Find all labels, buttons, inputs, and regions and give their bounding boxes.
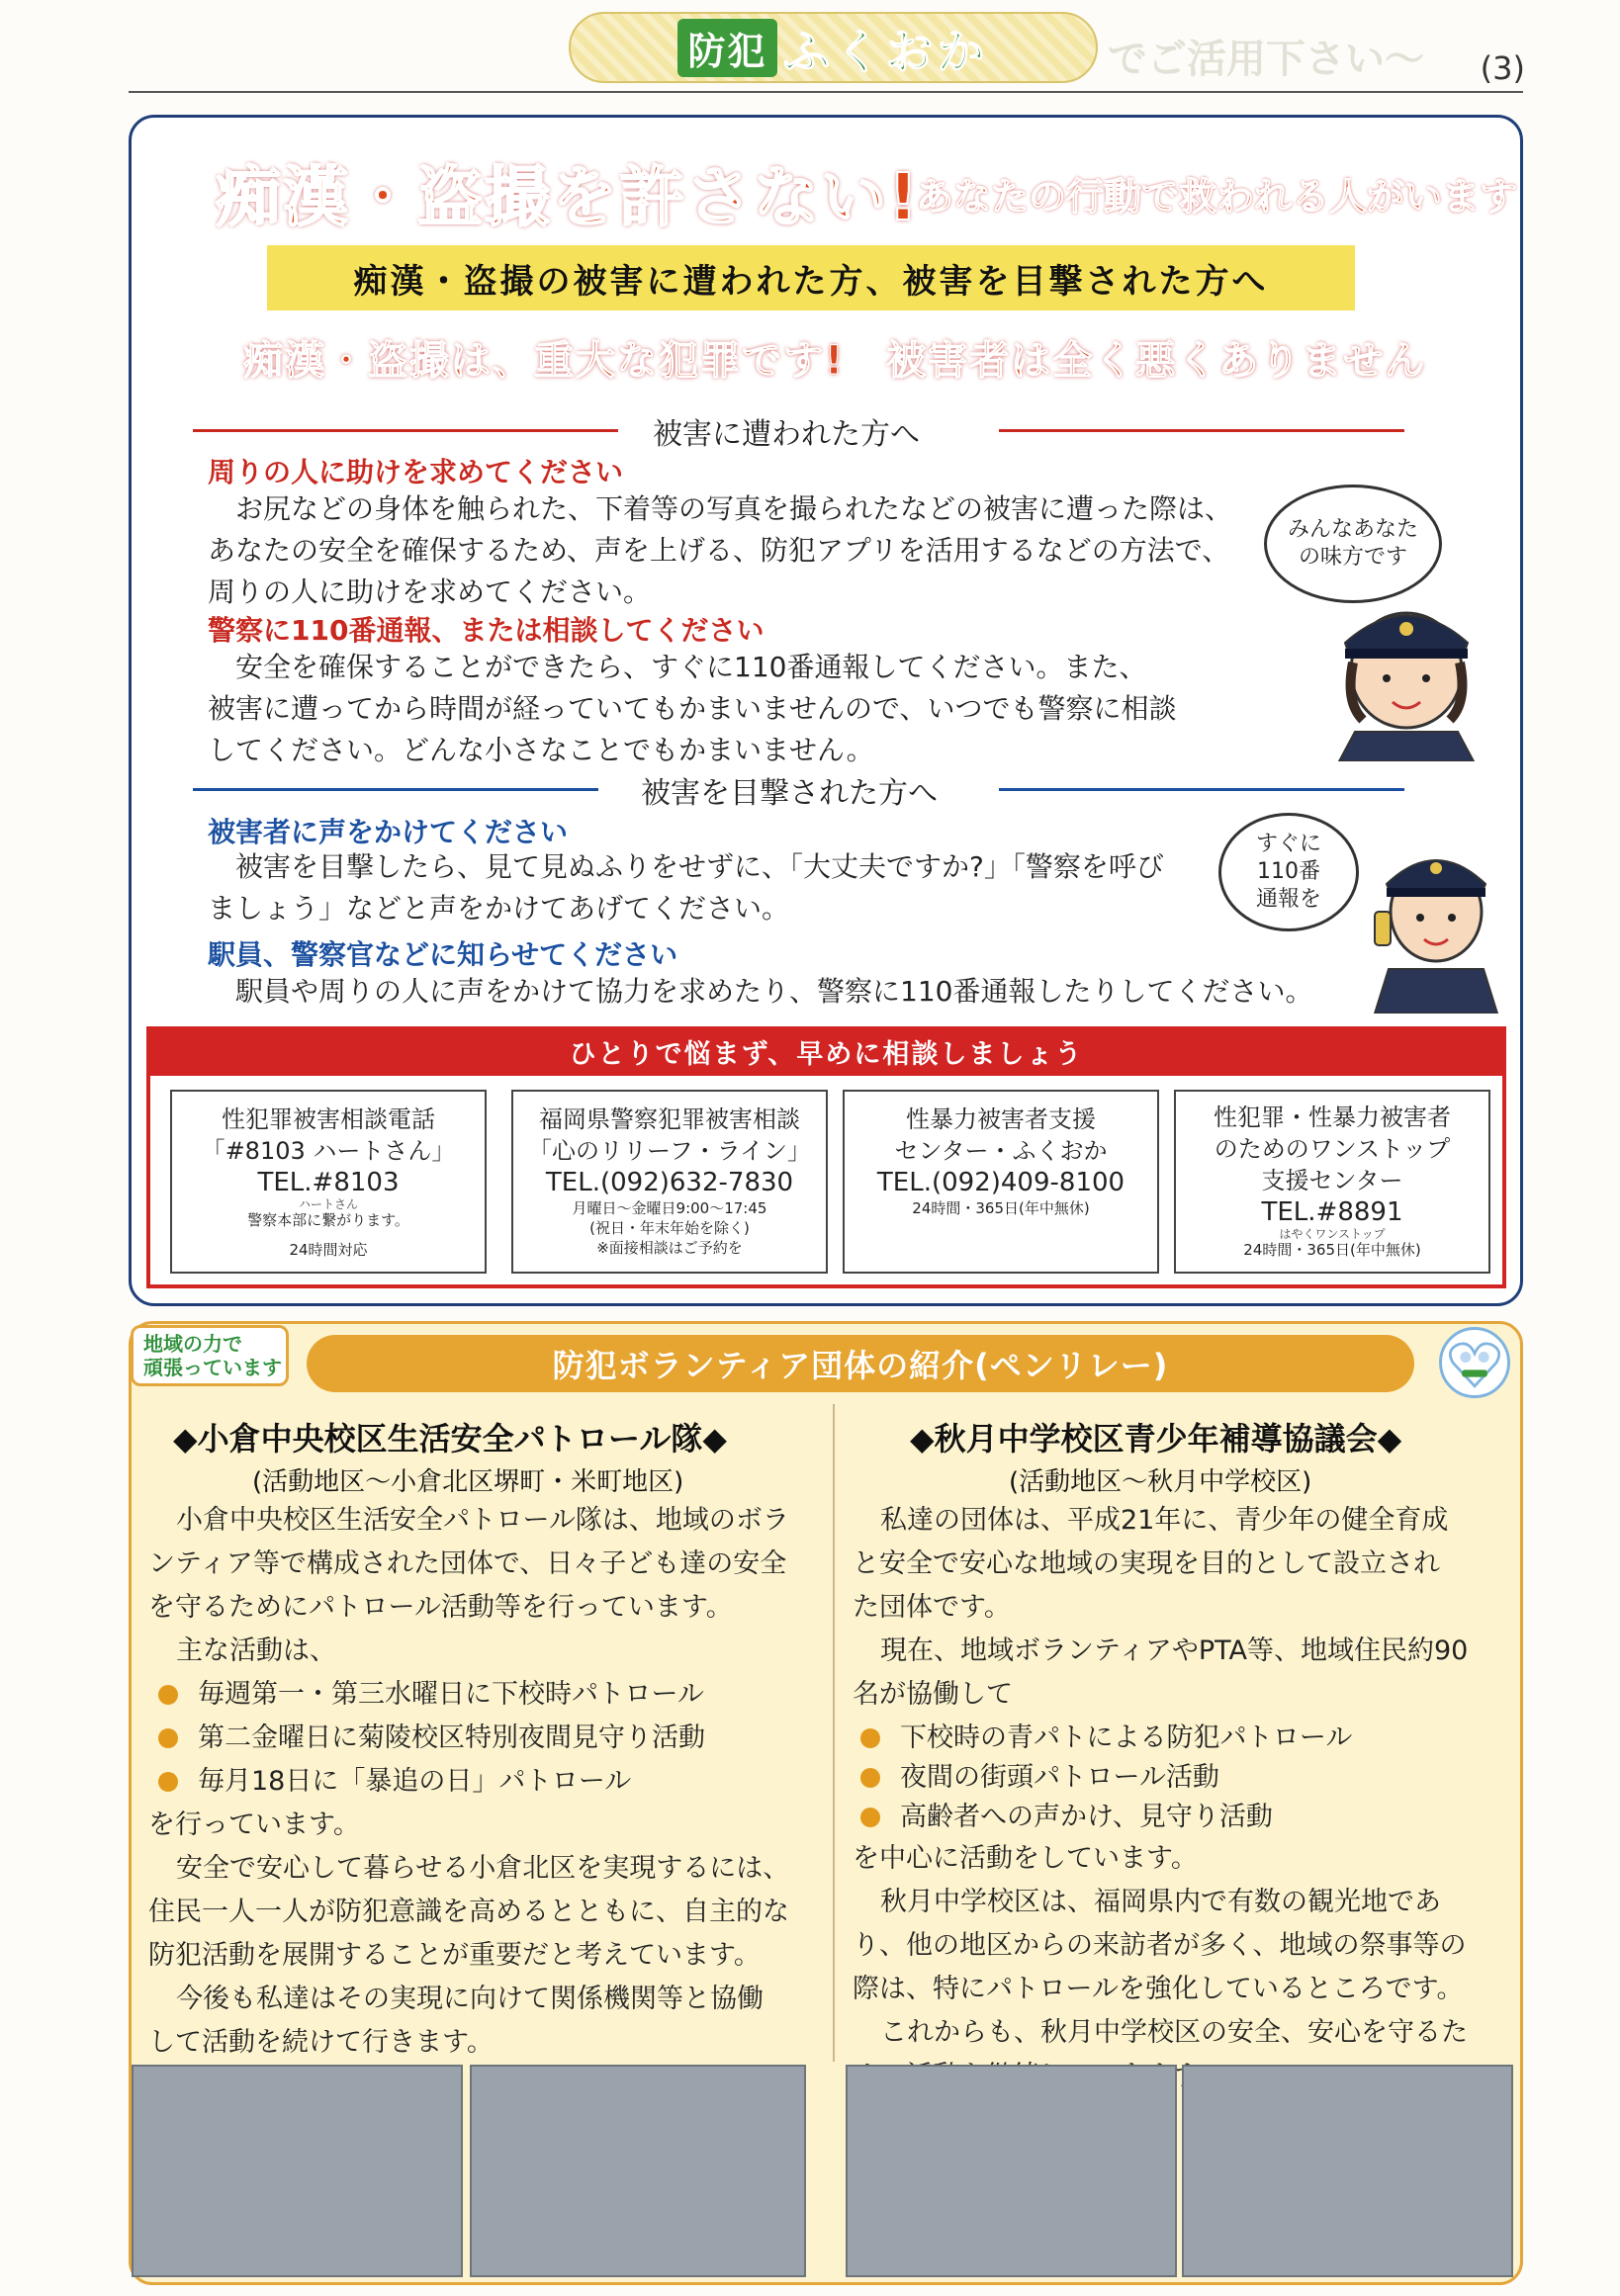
header-title-banner bbox=[569, 12, 1098, 83]
consult-box-onestop bbox=[1174, 1090, 1490, 1274]
group-right-line: た団体です。 bbox=[853, 1592, 1011, 1623]
consult-box-note: ※面接相談はご予約を bbox=[596, 1239, 743, 1257]
witnesses-item1-title: 被害者に声をかけてください bbox=[208, 816, 569, 848]
group-left-intro bbox=[148, 1499, 821, 1673]
photo-right-1 bbox=[846, 2065, 1177, 2277]
consult-box-tel: TEL.(092)409-8100 bbox=[876, 1168, 1125, 1197]
group-right-area: (活動地区〜秋月中学校区) bbox=[1009, 1467, 1312, 1497]
consult-box-note: 24時間・365日(年中無休) bbox=[912, 1199, 1090, 1217]
campaign-title: 痴漢・盗撮を許さない! bbox=[216, 159, 921, 235]
campaign-band bbox=[267, 245, 1355, 310]
group-right-line: 際は、特にパトロールを強化しているところです。 bbox=[853, 1974, 1464, 2004]
consult-box-line: 支援センター bbox=[1261, 1167, 1403, 1194]
witnesses-item2-line: 駅員や周りの人に声をかけて協力を求めたり、警察に110番通報したりしてください。 bbox=[235, 975, 1313, 1008]
campaign-slogan: 痴漢・盗撮は、重大な犯罪です! 被害者は全く悪くありません bbox=[243, 338, 1427, 384]
header-rule bbox=[129, 91, 1523, 93]
consult-box-line: 性犯罪被害相談電話 bbox=[222, 1105, 435, 1133]
group-right-line: 現在、地域ボランティアやPTA等、地域住民約90 bbox=[880, 1635, 1469, 1666]
group-left-area: (活動地区〜小倉北区堺町・米町地区) bbox=[252, 1467, 684, 1497]
witnesses-item1-body bbox=[208, 846, 1296, 929]
header-title-kanji: 防犯 bbox=[677, 19, 776, 77]
group-left-bullet bbox=[158, 1673, 704, 1717]
victims-item2-line: してください。どんな小さなことでもかまいません。 bbox=[208, 734, 874, 766]
group-right-line: 私達の団体は、平成21年に、青少年の健全育成 bbox=[880, 1505, 1449, 1536]
photo-left-1 bbox=[132, 2065, 463, 2277]
group-right-bullet-text: 高齢者への声かけ、見守り活動 bbox=[900, 1802, 1273, 1832]
mascot-icon bbox=[1439, 1327, 1510, 1398]
group-right-line: と安全で安心な地域の実現を目的として設立され bbox=[853, 1548, 1440, 1579]
victims-item2-body bbox=[208, 647, 1296, 771]
page-number: (3) bbox=[1480, 49, 1525, 87]
group-left-line: 住民一人一人が防犯意識を高めるとともに、自主的な bbox=[148, 1897, 789, 1927]
photo-right-2 bbox=[1182, 2065, 1513, 2277]
witnesses-bubble-line: すぐに bbox=[1255, 832, 1321, 856]
consult-box-line: 「心のリリーフ・ライン」 bbox=[527, 1137, 812, 1165]
victims-rule-left bbox=[193, 429, 618, 432]
consult-box-line: 「#8103 ハートさん」 bbox=[201, 1137, 456, 1165]
victims-bubble-line: の味方です bbox=[1298, 545, 1407, 570]
victims-item2-line: 被害に遭ってから時間が経っていてもかまいませんので、いつでも警察に相談 bbox=[208, 692, 1177, 725]
witnesses-rule-left bbox=[193, 788, 598, 791]
bullet-icon bbox=[860, 1728, 880, 1748]
volunteer-tab-line: 頑張っています bbox=[143, 1356, 282, 1379]
group-left-line: して活動を続けて行きます。 bbox=[148, 2027, 494, 2058]
bullet-icon bbox=[158, 1728, 178, 1748]
consult-box-note: 警察本部に繋がります。 bbox=[247, 1211, 409, 1229]
group-right-bullet-text: 夜間の街頭パトロール活動 bbox=[900, 1762, 1219, 1793]
witnesses-rule-right bbox=[999, 788, 1404, 791]
consult-box-note: (祝日・年末年始を除く) bbox=[589, 1219, 750, 1237]
victims-speech-bubble bbox=[1264, 485, 1442, 603]
group-right-outro bbox=[853, 1837, 1510, 2098]
consult-box-relief-line bbox=[511, 1090, 828, 1274]
group-right-line: これからも、秋月中学校区の安全、安心を守るた bbox=[880, 2017, 1468, 2048]
group-left-line: 安全で安心して暮らせる小倉北区を実現するには、 bbox=[176, 1853, 790, 1884]
victims-item1-line: 周りの人に助けを求めてください。 bbox=[208, 575, 652, 608]
group-left-bullet bbox=[158, 1717, 705, 1760]
victims-item1-body bbox=[208, 488, 1296, 613]
police-officer-woman-icon bbox=[1315, 593, 1493, 761]
group-right-bullet bbox=[860, 1717, 1352, 1760]
group-right-line: 秋月中学校区は、福岡県内で有数の観光地であ bbox=[880, 1887, 1441, 1917]
group-right-bullet bbox=[860, 1756, 1219, 1800]
consult-box-note: 24時間・365日(年中無休) bbox=[1243, 1241, 1421, 1259]
consult-box-ruby: はやくワンストップ bbox=[1279, 1227, 1386, 1241]
group-right-line: 名が協働して bbox=[853, 1679, 1013, 1710]
group-left-line: ンティア等で構成された団体で、日々子ども達の安全 bbox=[148, 1548, 787, 1579]
bullet-icon bbox=[860, 1768, 880, 1788]
group-left-name: ◆小倉中央校区生活安全パトロール隊◆ bbox=[173, 1420, 727, 1457]
group-left-line: 小倉中央校区生活安全パトロール隊は、地域のボラ bbox=[176, 1505, 789, 1536]
group-left-bullet-text: 毎月18日に「暴追の日」パトロール bbox=[198, 1766, 632, 1797]
group-left-line: 主な活動は、 bbox=[176, 1635, 336, 1666]
bullet-icon bbox=[158, 1772, 178, 1792]
group-left-bullet-text: 毎週第一・第三水曜日に下校時パトロール bbox=[198, 1679, 704, 1710]
witnesses-item1-line: ましょう」などと声をかけてあげてください。 bbox=[208, 892, 790, 925]
victims-rule-right bbox=[999, 429, 1404, 432]
consult-box-line: 福岡県警察犯罪被害相談 bbox=[539, 1105, 800, 1133]
bullet-icon bbox=[860, 1808, 880, 1827]
victims-item1-line: お尻などの身体を触られた、下着等の写真を撮られたなどの被害に遭った際は、 bbox=[235, 492, 1233, 525]
victims-item2-line: 安全を確保することができたら、すぐに110番通報してください。また、 bbox=[235, 651, 1147, 683]
consult-box-tel: TEL.#8891 bbox=[1261, 1197, 1403, 1227]
volunteer-tab-line: 地域の力で bbox=[143, 1332, 242, 1356]
header-bleed-text: でご活用下さい〜 bbox=[1108, 37, 1424, 82]
witnesses-heading: 被害を目撃された方へ bbox=[641, 776, 938, 811]
group-right-line: り、他の地区からの来訪者が多く、地域の祭事等の bbox=[853, 1930, 1467, 1961]
consult-box-line: のためのワンストップ bbox=[1214, 1135, 1451, 1163]
group-left-line: 防犯活動を展開することが重要だと考えています。 bbox=[148, 1940, 761, 1971]
witnesses-item2-title: 駅員、警察官などに知らせてください bbox=[208, 938, 678, 971]
consult-box-note: 月曜日〜金曜日9:00〜17:45 bbox=[572, 1199, 767, 1217]
volunteer-tab bbox=[131, 1325, 289, 1386]
group-right-line: を中心に活動をしています。 bbox=[853, 1843, 1198, 1874]
police-officer-phone-icon bbox=[1365, 840, 1503, 1014]
witnesses-bubble-line: 110番 bbox=[1256, 859, 1320, 884]
group-right-bullet-text: 下校時の青パトによる防犯パトロール bbox=[900, 1722, 1353, 1753]
consult-box-support-center bbox=[843, 1090, 1159, 1274]
consult-bar-text: ひとりで悩まず、早めに相談しましょう bbox=[569, 1038, 1084, 1070]
group-right-name: ◆秋月中学校区青少年補導協議会◆ bbox=[910, 1420, 1402, 1457]
consult-box-note: 24時間対応 bbox=[289, 1241, 368, 1259]
bullet-icon bbox=[158, 1685, 178, 1705]
campaign-subtitle: あなたの行動で救われる人がいます bbox=[916, 175, 1518, 219]
group-left-line: 今後も私達はその実現に向けて関係機関等と協働 bbox=[176, 1984, 764, 2014]
consult-box-line: 性暴力被害者支援 bbox=[906, 1105, 1096, 1133]
volunteer-title-bar bbox=[307, 1335, 1414, 1392]
victims-heading: 被害に遭われた方へ bbox=[653, 417, 920, 452]
victims-item2-title: 警察に110番通報、または相談してください bbox=[208, 614, 765, 647]
consult-box-8103 bbox=[170, 1090, 487, 1274]
consult-box-line: 性犯罪・性暴力被害者 bbox=[1214, 1104, 1451, 1131]
witnesses-bubble-line: 通報を bbox=[1255, 887, 1321, 912]
group-left-line: を守るためにパトロール活動等を行っています。 bbox=[148, 1592, 733, 1623]
consult-panel bbox=[146, 1076, 1506, 1288]
victims-item1-line: あなたの安全を確保するため、声を上げる、防犯アプリを活用するなどの方法で、 bbox=[208, 534, 1230, 567]
witnesses-item2-body bbox=[208, 971, 1345, 1013]
group-right-bullet bbox=[860, 1796, 1273, 1839]
witnesses-item1-line: 被害を目撃したら、見て見ぬふりをせずに、「大丈夫ですか?」「警察を呼び bbox=[235, 850, 1164, 883]
group-left-outro bbox=[148, 1804, 821, 2065]
photo-left-2 bbox=[470, 2065, 806, 2277]
consult-box-tel: TEL.(092)632-7830 bbox=[545, 1168, 794, 1197]
witnesses-speech-bubble bbox=[1218, 813, 1359, 931]
consult-box-ruby: ハートさん bbox=[298, 1197, 358, 1211]
consult-box-tel: TEL.#8103 bbox=[257, 1168, 400, 1197]
volunteer-title: 防犯ボランティア団体の紹介(ペンリレー) bbox=[552, 1347, 1169, 1384]
group-right-intro bbox=[853, 1499, 1510, 1717]
victims-item1-title: 周りの人に助けを求めてください bbox=[208, 456, 624, 488]
column-divider bbox=[833, 1404, 835, 2062]
group-left-line: を行っています。 bbox=[148, 1810, 360, 1840]
consult-bar bbox=[146, 1026, 1506, 1076]
consult-box-line: センター・ふくおか bbox=[894, 1137, 1108, 1165]
header-title-kana: ふくおか bbox=[782, 24, 989, 80]
victims-bubble-line: みんなあなた bbox=[1287, 517, 1418, 542]
group-left-bullet bbox=[158, 1760, 631, 1804]
group-left-bullet-text: 第二金曜日に菊陵校区特別夜間見守り活動 bbox=[198, 1722, 705, 1753]
campaign-band-text: 痴漢・盗撮の被害に遭われた方、被害を目撃された方へ bbox=[353, 261, 1269, 302]
